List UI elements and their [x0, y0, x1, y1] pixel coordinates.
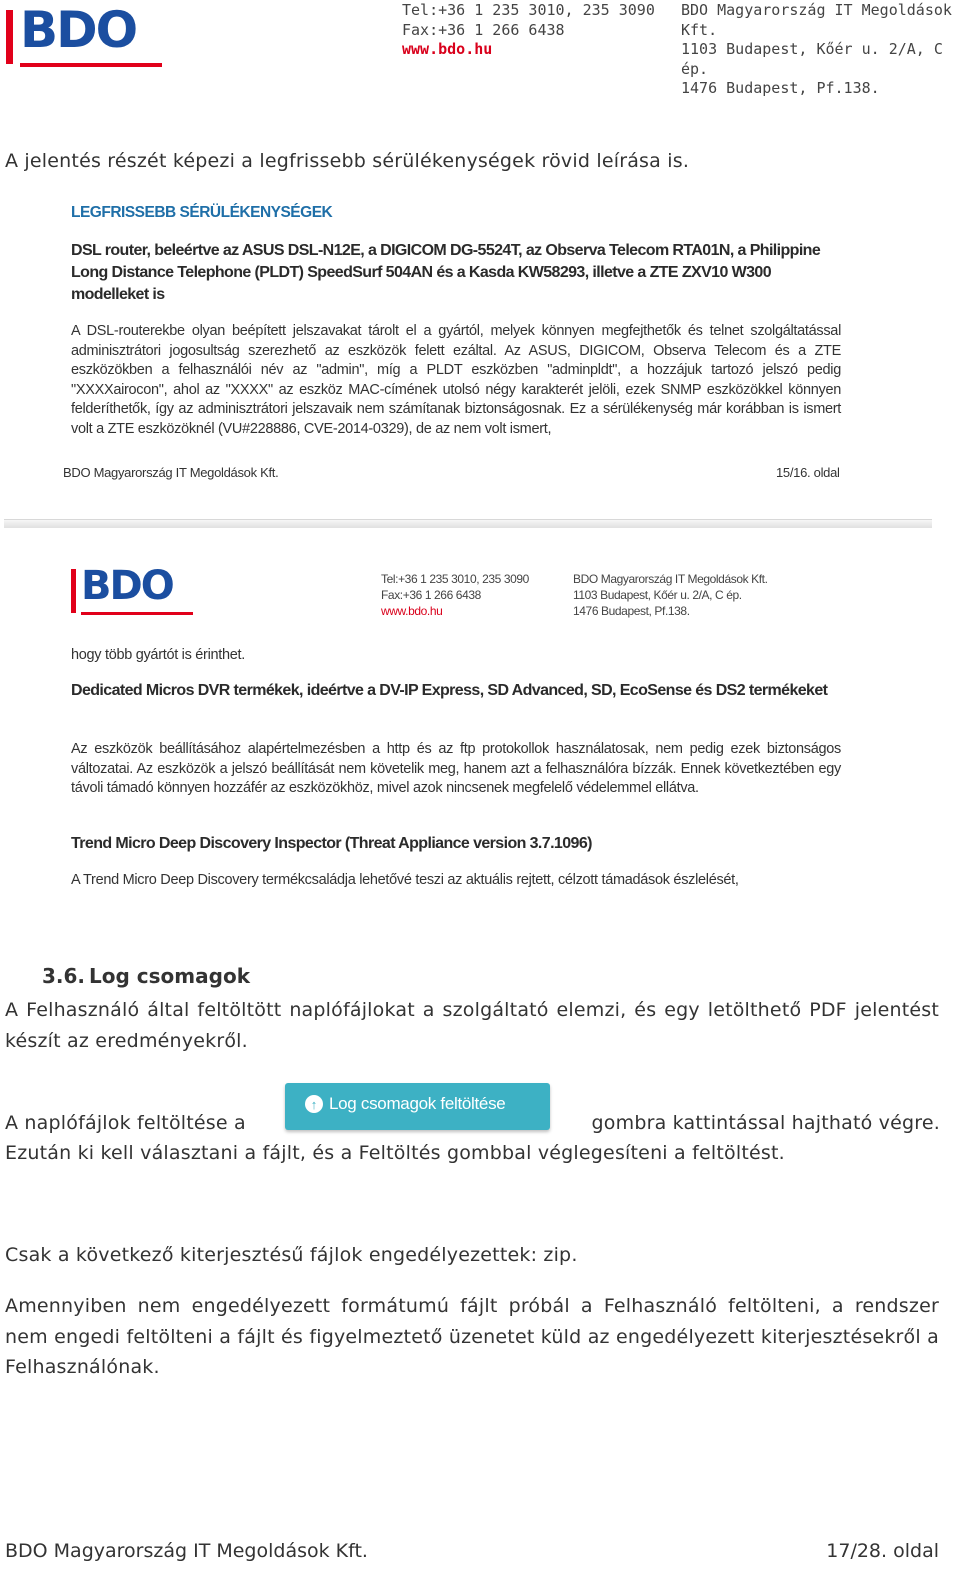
- embed2-logo: [71, 563, 195, 616]
- embed1-body: A DSL-routerekbe olyan beépített jelszavakat tárolt el a gyártól, melyek könnyen megfejthetők és telnet szolgáltatással adminisztrátori jogosultság szerezhető az eszközök felett ezáltal. Az ASUS, DIGICOM, Observa Telecom és a ZTE eszközökben a felhasználói név az "admin", míg a PLDT eszközben "adminpldt", a hozzájuk tartozó jelszó pedig "XXXXairocon", ahol az "XXXX" az eszköz MAC-címének utolsó négy karakterét jelöli, ezek SNMP eszközökkel könnyen felderíthetők, így az adminisztrátori jelszavaik nem számítanak biztonságosnak. Ez a sérülékenység már korábban is ismert volt a ZTE eszközöknél (VU#228886, CVE-2014-0329), de az nem volt ismert,: [71, 323, 841, 437]
- embed1-footer-company: BDO Magyarország IT Megoldások Kft.: [63, 465, 279, 480]
- embed2-logo-underline: [81, 612, 193, 615]
- paragraph-upload-after: gombra kattintással hajtható végre.: [591, 1112, 940, 1134]
- embed2-fax: Fax:+36 1 266 6438: [381, 588, 481, 602]
- intro-text: A jelentés részét képezi a legfrissebb sérülékenységek rövid leírása is.: [5, 150, 690, 172]
- embed2-logo-text: BDO: [81, 563, 173, 609]
- embed2-heading1: Dedicated Micros DVR termékek, ideértve a DV-IP Express, SD Advanced, SD, EcoSense és DS2 termékeket: [71, 682, 828, 699]
- header-fax: Fax:+36 1 266 6438: [402, 20, 565, 39]
- header-web-link[interactable]: www.bdo.hu: [402, 40, 493, 58]
- header-address1: 1103 Budapest, Kőér u. 2/A, C ép.: [681, 40, 943, 78]
- embed2-tel: Tel:+36 1 235 3010, 235 3090: [381, 572, 529, 586]
- logo-text: BDO: [20, 1, 137, 59]
- page-break-divider: [4, 519, 932, 528]
- bdo-logo: [6, 1, 162, 64]
- footer-page-number: 17/28. oldal: [826, 1540, 939, 1562]
- logo-underline: [20, 63, 162, 67]
- logo-red-bar: [6, 10, 13, 64]
- embed2-logo-red-bar: [71, 569, 76, 613]
- embed2-body2: A Trend Micro Deep Discovery termékcsaládja lehetővé teszi az aktuális rejtett, célzott támadások észlelését,: [71, 872, 739, 888]
- upload-button-label: Log csomagok feltöltése: [329, 1094, 506, 1113]
- section-title: Log csomagok: [89, 964, 250, 988]
- paragraph-log-analysis: A Felhasználó által feltöltött naplófájlokat a szolgáltató elemzi, és egy letölthető PDF jelentést készít az eredményekről.: [5, 999, 939, 1052]
- embed2-company: BDO Magyarország IT Megoldások Kft.: [573, 572, 768, 586]
- header-company-name: BDO Magyarország IT Megoldások Kft.: [681, 1, 952, 39]
- embed2-address2: 1476 Budapest, Pf.138.: [573, 604, 690, 618]
- section-number: 3.6.: [42, 964, 86, 988]
- embed2-contact: [381, 571, 529, 619]
- section-heading: [42, 964, 250, 988]
- header-contact: [402, 1, 655, 60]
- embed2-web: www.bdo.hu: [381, 604, 443, 618]
- embed2-body1: Az eszközök beállításához alapértelmezésben a http és az ftp protokollok használatosak, nem pedig ezek biztonságos változatai. Az eszközök a jelszó beállítását nem követelik meg, hanem azt a felhasználóra bízzák. Ennek következtében egy távoli támadó könnyen hozzáfér az eszközökhöz, mivel azok nincsenek megfelelő védelemmel ellátva.: [71, 741, 841, 796]
- embed2-heading2: Trend Micro Deep Discovery Inspector (Threat Appliance version 3.7.1096): [71, 835, 592, 852]
- paragraph-allowed-extensions: Csak a következő kiterjesztésű fájlok engedélyezettek: zip.: [5, 1244, 578, 1266]
- embed2-continuation: hogy több gyártót is érinthet.: [71, 647, 245, 663]
- embed2-address1: 1103 Budapest, Kőér u. 2/A, C ép.: [573, 588, 742, 602]
- paragraph-upload-line2: Ezután ki kell választani a fájlt, és a Feltöltés gombbal véglegesíteni a feltöltést.: [5, 1142, 785, 1164]
- header-company: [681, 1, 960, 99]
- upload-arrow-icon: ↑: [305, 1095, 323, 1113]
- embed1-heading: DSL router, beleértve az ASUS DSL-N12E, a DIGICOM DG-5524T, az Observa Telecom RTA01N, a Philippine Long Distance Telephone (PLDT) SpeedSurf 504AN és a Kasda KW58293, illetve a ZTE ZXV10 W300 modelleket is: [71, 242, 821, 303]
- embed1-title: LEGFRISSEBB SÉRÜLÉKENYSÉGEK: [71, 204, 333, 221]
- upload-log-package-button[interactable]: [285, 1083, 550, 1130]
- paragraph-disallowed-format: Amennyiben nem engedélyezett formátumú fájlt próbál a Felhasználó feltölteni, a rendszer nem engedi feltölteni a fájlt és figyelmeztető üzenetet küld az engedélyezett kiterjesztésekről a Felhasználónak.: [5, 1295, 939, 1378]
- paragraph-upload-before: A naplófájlok feltöltése a: [5, 1112, 246, 1134]
- footer-company: BDO Magyarország IT Megoldások Kft.: [5, 1540, 368, 1562]
- embed2-company-block: [573, 571, 768, 619]
- header-address2: 1476 Budapest, Pf.138.: [681, 79, 880, 97]
- header-tel: Tel:+36 1 235 3010, 235 3090: [402, 1, 655, 19]
- embed1-footer-page: 15/16. oldal: [776, 465, 840, 480]
